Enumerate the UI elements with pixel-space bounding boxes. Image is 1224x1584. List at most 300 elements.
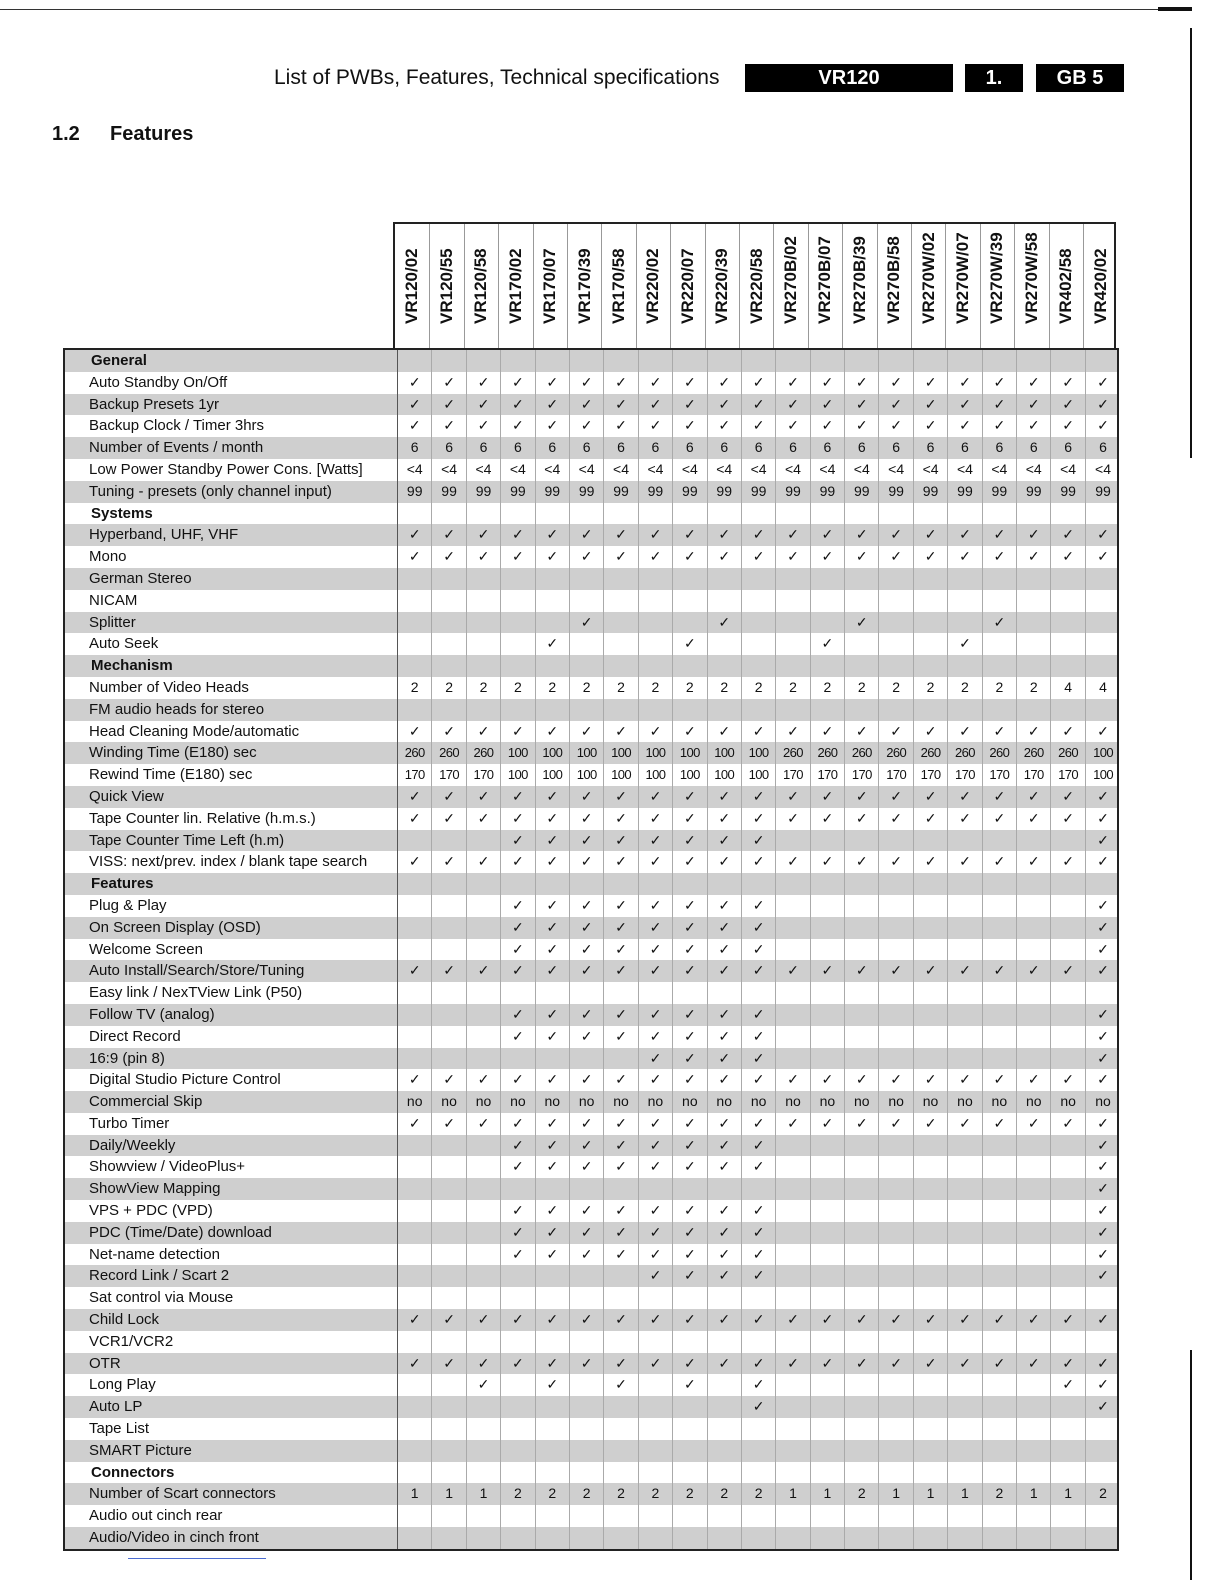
table-row: [65, 873, 1117, 895]
table-cell: [398, 1200, 432, 1222]
check-icon: ✓: [673, 546, 707, 568]
table-cell: [1051, 699, 1085, 721]
check-icon: ✓: [432, 786, 466, 808]
check-icon: ✓: [432, 960, 466, 982]
table-cell: [1086, 503, 1120, 525]
table-cell: [983, 1462, 1017, 1484]
check-icon: ✓: [708, 895, 742, 917]
table-cell: 2: [432, 677, 466, 699]
table-cell: [983, 1178, 1017, 1200]
table-cell: [1051, 655, 1085, 677]
check-icon: ✓: [536, 1135, 570, 1157]
check-icon: ✓: [1097, 373, 1109, 390]
table-cell: [879, 1396, 913, 1418]
table-cell: [811, 1048, 845, 1070]
table-cell: [501, 1048, 535, 1070]
check-icon: ✓: [639, 1222, 673, 1244]
model-header-cell: [1014, 224, 1048, 348]
table-cell: [398, 699, 432, 721]
table-cell: 99: [776, 481, 810, 503]
table-cell: [914, 1396, 948, 1418]
table-cell: [914, 1004, 948, 1026]
check-icon: ✓: [1017, 1113, 1051, 1135]
check-icon: ✓: [501, 1069, 535, 1091]
check-icon: ✓: [845, 394, 879, 416]
check-icon: ✓: [879, 394, 913, 416]
table-cell: [742, 699, 776, 721]
table-cell: [432, 655, 466, 677]
table-cell: [983, 873, 1017, 895]
check-icon: ✓: [914, 960, 948, 982]
check-icon: ✓: [432, 1069, 466, 1091]
table-cell: [811, 1135, 845, 1157]
check-icon: ✓: [639, 895, 673, 917]
table-cell: [536, 612, 570, 634]
table-cell: [879, 1374, 913, 1396]
check-icon: ✓: [536, 633, 570, 655]
feature-label: PDC (Time/Date) download: [65, 1222, 398, 1244]
table-cell: [914, 1440, 948, 1462]
check-icon: ✓: [708, 1156, 742, 1178]
table-cell: [879, 1178, 913, 1200]
table-cell: [1051, 1178, 1085, 1200]
table-cell: [811, 917, 845, 939]
table-cell: [673, 1331, 707, 1353]
table-cell: [467, 1135, 501, 1157]
table-cell: [811, 612, 845, 634]
table-cell: [1017, 1287, 1051, 1309]
table-cell: [776, 1527, 810, 1549]
table-row: [65, 1374, 1117, 1396]
table-cell: no: [604, 1091, 638, 1113]
table-cell: [570, 1287, 604, 1309]
table-cell: 170: [467, 764, 501, 786]
table-cell: <4: [776, 459, 810, 481]
table-cell: [983, 895, 1017, 917]
table-cell: no: [536, 1091, 570, 1113]
table-cell: [432, 1026, 466, 1048]
table-cell: [501, 1440, 535, 1462]
table-cell: [811, 568, 845, 590]
feature-label: Number of Video Heads: [65, 677, 398, 699]
table-cell: [467, 590, 501, 612]
table-cell: [983, 1200, 1017, 1222]
table-cell: [845, 1287, 879, 1309]
table-cell: [879, 1331, 913, 1353]
check-icon: ✓: [742, 1200, 776, 1222]
table-cell: 6: [673, 437, 707, 459]
table-cell: [983, 1048, 1017, 1070]
table-cell: [983, 1265, 1017, 1287]
check-icon: ✓: [501, 1200, 535, 1222]
table-cell: [708, 590, 742, 612]
model-header-cell: [429, 224, 463, 348]
check-icon: ✓: [604, 895, 638, 917]
check-icon: ✓: [983, 786, 1017, 808]
table-cell: [398, 1135, 432, 1157]
table-cell: [432, 568, 466, 590]
table-cell: [811, 1418, 845, 1440]
check-icon: ✓: [948, 960, 982, 982]
check-icon: ✓: [398, 808, 432, 830]
check-icon: ✓: [1097, 1180, 1109, 1197]
check-icon: ✓: [776, 1353, 810, 1375]
check-icon: ✓: [501, 415, 535, 437]
table-cell: 99: [914, 481, 948, 503]
check-icon: ✓: [845, 1113, 879, 1135]
table-cell: 260: [914, 742, 948, 764]
table-cell: [1017, 655, 1051, 677]
check-icon: ✓: [742, 415, 776, 437]
table-row: [65, 764, 1117, 786]
table-cell: [983, 350, 1017, 372]
table-cell: [1017, 1440, 1051, 1462]
table-cell: 6: [639, 437, 673, 459]
table-cell: [983, 1244, 1017, 1266]
table-cell: [604, 633, 638, 655]
table-row: [65, 503, 1117, 525]
table-cell: [776, 1505, 810, 1527]
check-icon: ✓: [879, 524, 913, 546]
table-cell: [983, 1222, 1017, 1244]
table-cell: [398, 1440, 432, 1462]
check-icon: ✓: [811, 633, 845, 655]
table-cell: [570, 568, 604, 590]
table-cell: 6: [776, 437, 810, 459]
table-cell: [879, 1527, 913, 1549]
check-icon: ✓: [742, 917, 776, 939]
feature-label: Sat control via Mouse: [65, 1287, 398, 1309]
table-cell: [467, 1265, 501, 1287]
table-cell: [639, 350, 673, 372]
check-icon: ✓: [570, 786, 604, 808]
model-name: VR402/58: [1056, 248, 1076, 324]
table-cell: [776, 939, 810, 961]
check-icon: ✓: [570, 415, 604, 437]
check-icon: ✓: [570, 546, 604, 568]
table-cell: [398, 590, 432, 612]
feature-label: Number of Scart connectors: [65, 1483, 398, 1505]
table-cell: [639, 1287, 673, 1309]
table-cell: [432, 633, 466, 655]
table-cell: 6: [1099, 439, 1107, 456]
check-icon: ✓: [604, 808, 638, 830]
check-icon: ✓: [639, 546, 673, 568]
check-icon: ✓: [742, 372, 776, 394]
table-cell: [1017, 1004, 1051, 1026]
margin-rule: [1190, 1350, 1192, 1580]
table-cell: 260: [811, 742, 845, 764]
table-cell: 99: [845, 481, 879, 503]
table-cell: [914, 1265, 948, 1287]
table-cell: 6: [536, 437, 570, 459]
table-cell: [604, 1178, 638, 1200]
check-icon: ✓: [948, 524, 982, 546]
check-icon: ✓: [1097, 1245, 1109, 1262]
check-icon: ✓: [1017, 1353, 1051, 1375]
table-cell: [467, 873, 501, 895]
check-icon: ✓: [845, 1353, 879, 1375]
check-icon: ✓: [742, 546, 776, 568]
table-cell: [983, 655, 1017, 677]
check-icon: ✓: [1097, 831, 1109, 848]
table-cell: [914, 1418, 948, 1440]
table-row: [65, 459, 1117, 481]
table-cell: [467, 612, 501, 634]
check-icon: ✓: [742, 1069, 776, 1091]
table-cell: [639, 612, 673, 634]
table-cell: [776, 1287, 810, 1309]
table-cell: [467, 503, 501, 525]
table-cell: [708, 699, 742, 721]
table-cell: [1051, 1222, 1085, 1244]
check-icon: ✓: [604, 1069, 638, 1091]
table-cell: [432, 1396, 466, 1418]
table-cell: [604, 1418, 638, 1440]
table-cell: [398, 1265, 432, 1287]
check-icon: ✓: [639, 1135, 673, 1157]
table-cell: 6: [501, 437, 535, 459]
table-cell: [604, 590, 638, 612]
table-row: [65, 1462, 1117, 1484]
check-icon: ✓: [914, 786, 948, 808]
table-cell: [570, 1048, 604, 1070]
check-icon: ✓: [639, 830, 673, 852]
table-cell: [776, 1156, 810, 1178]
check-icon: ✓: [1097, 1005, 1109, 1022]
table-cell: [776, 590, 810, 612]
check-icon: ✓: [1051, 851, 1085, 873]
table-cell: no: [1017, 1091, 1051, 1113]
check-icon: ✓: [432, 721, 466, 743]
model-header-cell: [1049, 224, 1083, 348]
table-cell: [742, 655, 776, 677]
check-icon: ✓: [536, 394, 570, 416]
table-cell: [845, 633, 879, 655]
table-cell: 2: [570, 1483, 604, 1505]
feature-label: Showview / VideoPlus+: [65, 1156, 398, 1178]
check-icon: ✓: [708, 851, 742, 873]
check-icon: ✓: [776, 786, 810, 808]
table-cell: [811, 982, 845, 1004]
check-icon: ✓: [1097, 940, 1109, 957]
check-icon: ✓: [639, 1026, 673, 1048]
check-icon: ✓: [501, 830, 535, 852]
table-cell: 6: [811, 437, 845, 459]
check-icon: ✓: [536, 830, 570, 852]
table-cell: [1017, 1265, 1051, 1287]
model-header-cell: [464, 224, 498, 348]
check-icon: ✓: [708, 372, 742, 394]
table-cell: [776, 612, 810, 634]
table-cell: [742, 1527, 776, 1549]
check-icon: ✓: [398, 1309, 432, 1331]
table-cell: [776, 1462, 810, 1484]
table-cell: [467, 1418, 501, 1440]
table-cell: [398, 568, 432, 590]
table-cell: [432, 1527, 466, 1549]
table-cell: [708, 1462, 742, 1484]
feature-label: 16:9 (pin 8): [65, 1048, 398, 1070]
table-row: [65, 437, 1117, 459]
table-row: [65, 895, 1117, 917]
feature-label: Easy link / NexTView Link (P50): [65, 982, 398, 1004]
check-icon: ✓: [501, 895, 535, 917]
table-cell: [1051, 350, 1085, 372]
table-cell: [432, 1462, 466, 1484]
check-icon: ✓: [983, 372, 1017, 394]
table-cell: [398, 1244, 432, 1266]
table-cell: [673, 590, 707, 612]
table-cell: [398, 895, 432, 917]
check-icon: ✓: [1051, 1113, 1085, 1135]
check-icon: ✓: [501, 524, 535, 546]
check-icon: ✓: [398, 851, 432, 873]
table-cell: <4: [1017, 459, 1051, 481]
table-cell: [639, 503, 673, 525]
table-cell: [776, 895, 810, 917]
table-cell: [1051, 1265, 1085, 1287]
check-icon: ✓: [398, 524, 432, 546]
table-cell: 100: [1093, 767, 1113, 783]
check-icon: ✓: [501, 1309, 535, 1331]
table-cell: [1017, 1396, 1051, 1418]
table-cell: [776, 1244, 810, 1266]
model-header-cell: [739, 224, 773, 348]
table-cell: [501, 1374, 535, 1396]
table-cell: 170: [811, 764, 845, 786]
check-icon: ✓: [811, 372, 845, 394]
table-cell: [1086, 1331, 1120, 1353]
check-icon: ✓: [467, 1069, 501, 1091]
check-icon: ✓: [1051, 372, 1085, 394]
check-icon: ✓: [708, 1135, 742, 1157]
table-cell: [570, 1505, 604, 1527]
table-cell: [1051, 1287, 1085, 1309]
check-icon: ✓: [708, 960, 742, 982]
table-cell: [398, 1222, 432, 1244]
table-cell: [639, 1374, 673, 1396]
check-icon: ✓: [1017, 372, 1051, 394]
table-cell: [879, 1026, 913, 1048]
table-cell: [948, 1396, 982, 1418]
check-icon: ✓: [1097, 1398, 1109, 1415]
check-icon: ✓: [1097, 1354, 1109, 1371]
table-cell: 170: [879, 764, 913, 786]
table-cell: [811, 1527, 845, 1549]
feature-label: Net-name detection: [65, 1244, 398, 1266]
table-cell: [673, 1440, 707, 1462]
table-cell: [914, 1287, 948, 1309]
feature-label: NICAM: [65, 590, 398, 612]
table-cell: [948, 917, 982, 939]
table-cell: [983, 568, 1017, 590]
table-cell: 1: [398, 1483, 432, 1505]
table-cell: [1051, 1505, 1085, 1527]
table-cell: 99: [639, 481, 673, 503]
check-icon: ✓: [604, 1135, 638, 1157]
table-cell: [398, 503, 432, 525]
check-icon: ✓: [536, 939, 570, 961]
model-name: VR170/39: [574, 248, 594, 324]
table-cell: [914, 895, 948, 917]
check-icon: ✓: [536, 1004, 570, 1026]
check-icon: ✓: [708, 830, 742, 852]
table-row: [65, 960, 1117, 982]
table-cell: [811, 350, 845, 372]
table-cell: [467, 982, 501, 1004]
check-icon: ✓: [845, 808, 879, 830]
table-cell: 99: [1051, 481, 1085, 503]
table-cell: [570, 1462, 604, 1484]
table-cell: [1086, 982, 1120, 1004]
check-icon: ✓: [845, 786, 879, 808]
check-icon: ✓: [432, 372, 466, 394]
table-cell: 1: [776, 1483, 810, 1505]
table-cell: 6: [432, 437, 466, 459]
table-cell: 2: [879, 677, 913, 699]
check-icon: ✓: [501, 939, 535, 961]
table-cell: 99: [432, 481, 466, 503]
table-cell: [776, 1004, 810, 1026]
check-icon: ✓: [604, 1353, 638, 1375]
table-cell: 6: [879, 437, 913, 459]
table-cell: [914, 612, 948, 634]
check-icon: ✓: [879, 786, 913, 808]
table-cell: 100: [673, 742, 707, 764]
table-cell: [639, 1440, 673, 1462]
check-icon: ✓: [432, 808, 466, 830]
table-cell: [742, 568, 776, 590]
table-cell: [673, 873, 707, 895]
table-cell: [398, 1331, 432, 1353]
check-icon: ✓: [398, 415, 432, 437]
table-cell: 260: [948, 742, 982, 764]
table-cell: 99: [570, 481, 604, 503]
check-icon: ✓: [570, 394, 604, 416]
table-cell: [1017, 1222, 1051, 1244]
table-row: [65, 1156, 1117, 1178]
check-icon: ✓: [1017, 1309, 1051, 1331]
check-icon: ✓: [467, 372, 501, 394]
check-icon: ✓: [467, 808, 501, 830]
table-cell: [983, 1527, 1017, 1549]
check-icon: ✓: [948, 1309, 982, 1331]
table-cell: [398, 1374, 432, 1396]
table-cell: [1051, 1527, 1085, 1549]
table-cell: [501, 1265, 535, 1287]
table-cell: [776, 503, 810, 525]
table-cell: [879, 1004, 913, 1026]
table-cell: [501, 873, 535, 895]
table-cell: [1017, 1048, 1051, 1070]
model-name: VR170/07: [540, 248, 560, 324]
table-cell: [914, 1222, 948, 1244]
table-cell: no: [879, 1091, 913, 1113]
category-label: Mechanism: [65, 655, 398, 677]
check-icon: ✓: [1097, 1049, 1109, 1066]
table-row: [65, 1440, 1117, 1462]
check-icon: ✓: [776, 1309, 810, 1331]
table-cell: [811, 1440, 845, 1462]
check-icon: ✓: [673, 1222, 707, 1244]
table-cell: [914, 1135, 948, 1157]
model-header-cell: [773, 224, 807, 348]
table-cell: <4: [983, 459, 1017, 481]
check-icon: ✓: [845, 721, 879, 743]
check-icon: ✓: [432, 546, 466, 568]
table-cell: 170: [398, 764, 432, 786]
